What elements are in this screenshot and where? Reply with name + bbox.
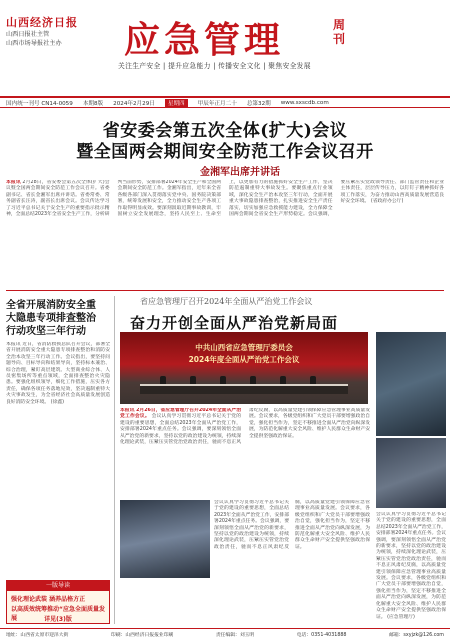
issue-weekday: 星期四 bbox=[165, 99, 188, 107]
brand-block bbox=[6, 14, 102, 48]
issue-total-number: 总第32期 bbox=[246, 100, 271, 107]
center-story-text-cont: 会议认真学习贯彻习近平总书记关于党的建设的重要思想，全面总结2023年全面从严治党工作，安排部署2024年重点任务。会议强调，要深刻领悟全面从严治党的新要求，坚持以党的政治建设为统领，持续深化理论武装，压紧压实管党治党政治责任，驰而不息正风肃纪反腐，以高质量党建引领保障应急管理事业高质量发展。会议要求，各级党组织和广大党员干部要增强政治自觉，强化担当作为，坚定不移推进全面从严治党向纵深发展，为防范化解重大安全风险、维护人民群众生命财产安全提供坚强政治保证。 bbox=[214, 500, 370, 550]
lead-article-body bbox=[6, 180, 444, 286]
lead-headline-line2: 暨全国两会期间安全防范工作会议召开 bbox=[76, 142, 374, 162]
attendee-figure bbox=[220, 376, 226, 384]
brand-logo: 山西经济日报 bbox=[6, 16, 78, 29]
attendee-figure bbox=[250, 376, 256, 384]
masthead-title: 应急管理 bbox=[124, 20, 285, 61]
issue-info-bar bbox=[0, 96, 450, 108]
center-story-byline: 本报讯 2月26日，省应急管理厅召开2024年全面从严治党工作会议。 bbox=[120, 408, 241, 420]
left-story-headline: 全省开展消防安全重大隐患专项排查整治行动攻坚三年行动 bbox=[6, 300, 96, 337]
footer-phone: 电话：0351-4031888 bbox=[296, 633, 347, 638]
issn-number: 国内统一刊号 CN14-0059 bbox=[6, 100, 73, 107]
left-story-body bbox=[6, 342, 110, 578]
masthead-slogan: 关注生产安全 | 提升应急能力 | 传播安全文化 | 聚焦安全发展 bbox=[118, 62, 311, 70]
center-story-kicker: 省应急管理厅召开2024年全面从严治党工作会议 bbox=[140, 297, 313, 306]
footer-print: 印刷：山西经济日报报业印刷 bbox=[110, 633, 174, 638]
meeting-banner-line1: 中共山西省应急管理厅委员会 bbox=[195, 343, 293, 352]
promo-heading: 一版导读 bbox=[7, 581, 109, 591]
lead-subheadline: 金湘军出席并讲话 bbox=[200, 167, 280, 178]
center-story-source: (应急管理厅) bbox=[387, 614, 415, 620]
brand-sub-line: 山西日报社主管 bbox=[6, 31, 50, 38]
promo-page-ref: 详见(3)版 bbox=[44, 616, 72, 623]
right-column-text: 会议认真学习贯彻习近平总书记关于党的建设的重要思想，全面总结2023年全面从严治党工作，安排部署2024年重点任务。会议强调，要深刻领悟全面从严治党的新要求，坚持以党的政治建设为统领，持续深化理论武装，压紧压实管党治党政治责任，驰而不息正风肃纪反腐，以高质量党建引领保障应急管理事业高质量发展。会议要求，各级党组织和广大党员干部要增强政治自觉，强化担当作为，坚定不移推进全面从严治党向纵深发展，为防范化解重大安全风险、维护人民群众生命财产安全提供坚强政治保证。 bbox=[376, 512, 446, 620]
right-column-body bbox=[376, 512, 446, 624]
column-divider bbox=[114, 296, 115, 624]
center-story-text: 会议认真学习贯彻习近平总书记关于党的建设的重要思想，全面总结2023年全面从严治党工作，安排部署2024年重点任务。会议强调，要深刻领悟全面从严治党的新要求，坚持以党的政治建设为统领，持续深化理论武装，压紧压实管党治党政治责任，驰而不息正风肃纪反腐，以高质量党建引领保障应急管理事业高质量发展。会议要求，各级党组织和广大党员干部要增强政治自觉，强化担当作为，坚定不移推进全面从严治党向纵深发展，为防范化解重大安全风险、维护人民群众生命财产安全提供坚强政治保证。 bbox=[120, 408, 370, 446]
attendee-figure bbox=[310, 376, 316, 384]
page-footer bbox=[0, 628, 450, 640]
lead-headline-line1: 省安委会第五次全体(扩大)会议 bbox=[102, 121, 348, 141]
meeting-banner-line2: 2024年度全面从严治党工作会议 bbox=[188, 355, 300, 364]
side-photo-bottom bbox=[376, 438, 446, 508]
footer-address: 地址：山西省太原市迎泽大街 bbox=[6, 633, 69, 638]
attendee-figure bbox=[280, 376, 286, 384]
side-photo-top bbox=[376, 332, 446, 436]
center-story-headline: 奋力开创全面从严治党新局面 bbox=[130, 314, 339, 332]
meeting-photo bbox=[120, 332, 368, 404]
center-story-continued bbox=[214, 500, 370, 624]
issue-lunar-date: 甲辰年正月二十 bbox=[197, 100, 237, 107]
lead-article-text: 2月28日，省安委会第五次全体(扩大)会议暨全国两会期间安全防范工作会议召开。省委副书记、省长金湘军出席并讲话。省委常委、常务副省长汪涛，副省长出席会议。会议传达学习了习近平总书记关于安全生产的重要指示批示精神，全面总结2023年全省安全生产工作，分析研判当前形势，安排部署2024年安全生产和全国两会期间安全防范工作。金湘军指出，近年来全省各级各部门深入贯彻落实党中央、国务院决策部署，统筹发展和安全，全力推动安全生产各项工作取得明显成效。要深刻汲取近期事故教训，牢固树立安全发展理念，坚持人民至上、生命至上，以更加有力的措施抓好安全生产工作，坚决防范遏制重特大事故发生。要聚焦重点行业领域，深化安全生产治本攻坚三年行动，全面开展重大事故隐患排查整治，扎实推进安全生产责任落实，切实加强应急救援能力建设，全力保障全国两会期间全省安全生产形势稳定。会议强调，要压紧压实党政领导责任、部门监管责任和企业主体责任，层层传导压力，以钉钉子精神抓好各项工作落实，为奋力推动山西高质量发展营造良好安全环境。 bbox=[6, 180, 444, 218]
promo-item[interactable]: 强化理论武装 涵养品格方正 bbox=[11, 596, 86, 603]
issue-pages: 本期8版 bbox=[82, 100, 104, 107]
brand-sub-line: 山西市场导报社主办 bbox=[6, 40, 62, 47]
website-link[interactable]: www.sxscdb.com bbox=[280, 99, 329, 106]
promo-item[interactable]: 以高质效统筹推动“应急全面质量发展 bbox=[11, 606, 105, 622]
promo-box[interactable] bbox=[6, 580, 110, 624]
issue-date: 2024年2月29日 bbox=[113, 100, 155, 107]
masthead-side-label: 周刊 bbox=[333, 18, 346, 46]
inline-photo bbox=[120, 500, 210, 578]
attendee-figure bbox=[190, 376, 196, 384]
masthead bbox=[0, 0, 450, 96]
section-divider bbox=[6, 290, 444, 291]
attendee-figure bbox=[160, 376, 166, 384]
lead-byline: 本报讯 bbox=[6, 180, 21, 185]
footer-editor: 责任编辑：刘玉明 bbox=[215, 633, 255, 638]
meeting-table bbox=[140, 384, 348, 394]
left-story-source: (徐鑫) bbox=[50, 399, 65, 405]
footer-email[interactable]: 邮箱：sxyjzk@126.com bbox=[389, 633, 444, 638]
lead-article-source: (省政府办公厅) bbox=[370, 199, 404, 205]
left-story-text: 本报讯 近日，省消防救援总队召开会议，部署全省开展消防安全重大隐患专项排查整治和消防安全治本攻坚三年行动工作。会议指出，要坚持问题导向、目标导向和结果导向，坚持标本兼治、综合治理，紧盯高层建筑、大型商业综合体、人员密集场所等重点领域，全面排查整治火灾隐患。要强化组织领导，细化工作措施，压实各方责任，确保各项任务落地见效，坚决遏制重特大火灾事故发生，为全省经济社会高质量发展创造良好消防安全环境。 bbox=[6, 342, 110, 405]
center-story-body bbox=[120, 408, 370, 498]
